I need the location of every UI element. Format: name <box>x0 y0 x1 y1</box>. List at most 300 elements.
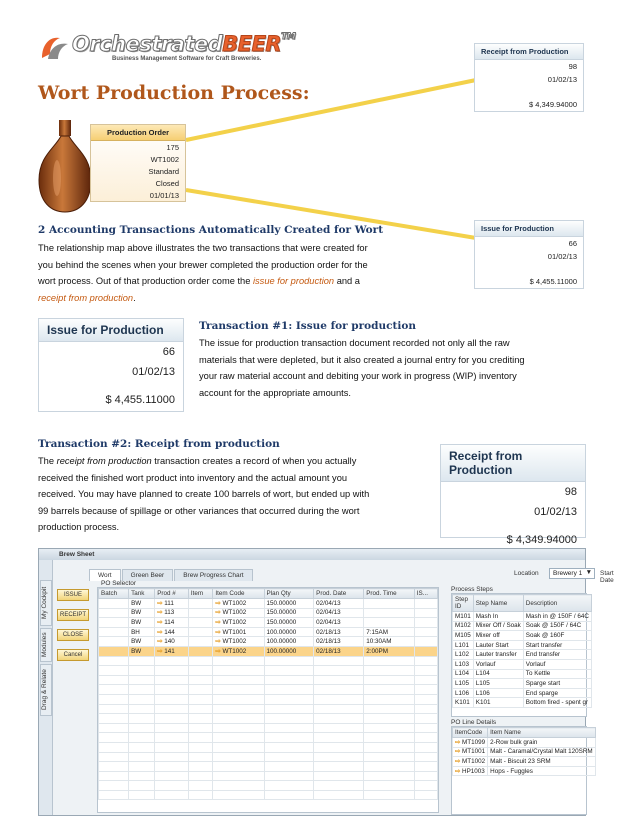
po-column-header[interactable]: Batch <box>99 589 129 599</box>
po-table-cell <box>264 733 314 743</box>
po-table-cell <box>364 714 415 724</box>
po-table-cell <box>314 762 364 772</box>
po-prod-number: 140 <box>164 638 175 646</box>
po-table-cell <box>364 752 415 762</box>
po-table-cell <box>129 675 155 685</box>
receipt-card-amount: $ 4,349.94000 <box>529 100 577 109</box>
po-table-cell <box>99 714 129 724</box>
po-table-row[interactable] <box>99 752 438 762</box>
po-table-cell <box>314 656 364 666</box>
process-step-row[interactable] <box>453 640 592 650</box>
po-table-row[interactable] <box>99 771 438 781</box>
po-table-cell <box>414 618 437 628</box>
po-table-cell: 150.00000 <box>264 608 314 618</box>
po-column-header[interactable]: Tank <box>129 589 155 599</box>
po-table-row[interactable] <box>99 714 438 724</box>
side-tab-my-cockpit[interactable]: My Cockpit <box>40 580 52 626</box>
po-table-row[interactable] <box>99 675 438 685</box>
po-table-cell <box>264 675 314 685</box>
po-line-details-grid <box>451 726 593 815</box>
po-table-cell <box>99 599 129 609</box>
po-table-cell <box>99 742 129 752</box>
po-table-cell <box>414 666 437 676</box>
po-table-cell <box>188 656 213 666</box>
issue-button[interactable]: ISSUE <box>57 589 89 601</box>
po-table-cell <box>188 646 213 656</box>
chevron-down-icon: ▼ <box>585 569 592 576</box>
po-table-cell <box>188 627 213 637</box>
po-table-cell <box>414 637 437 647</box>
process-step-cell: Lauter transfer <box>473 650 523 660</box>
po-table-cell <box>213 723 264 733</box>
po-line-column-header[interactable]: Item Name <box>488 728 596 738</box>
po-table-cell <box>99 723 129 733</box>
po-table-cell <box>264 714 314 724</box>
po-table-cell <box>129 714 155 724</box>
process-step-cell: Soak @ 160F <box>523 631 591 641</box>
po-table-cell <box>188 666 213 676</box>
production-order-number: 175 <box>166 142 179 152</box>
receipt-card-number: 98 <box>568 62 577 71</box>
process-step-cell: M105 <box>453 631 474 641</box>
po-table-cell: 100.00000 <box>264 627 314 637</box>
po-table-cell: 150.00000 <box>264 599 314 609</box>
po-column-header[interactable]: Item <box>188 589 213 599</box>
production-order-date: 01/01/13 <box>149 190 179 200</box>
process-step-cell: Vorlauf <box>523 659 591 669</box>
po-table-cell <box>264 762 314 772</box>
po-table-row[interactable] <box>99 666 438 676</box>
receipt-card-header: Receipt from Production <box>475 44 583 60</box>
po-line-details-table <box>452 727 596 776</box>
production-order-type: Standard <box>148 166 179 176</box>
po-table-cell <box>99 790 129 800</box>
po-table-cell: 02/18/13 <box>314 646 364 656</box>
brew-kettle-icon <box>35 118 95 218</box>
po-table-cell <box>364 608 415 618</box>
po-table-row[interactable] <box>99 781 438 791</box>
po-table-cell <box>155 781 189 791</box>
po-table-cell <box>99 666 129 676</box>
location-value: Brewery 1 <box>553 570 583 577</box>
issue-large-date: 01/02/13 <box>132 366 175 378</box>
production-order-status: Closed <box>155 178 179 188</box>
process-steps-label: Process Steps <box>451 586 493 593</box>
process-steps-grid <box>451 593 587 717</box>
production-order-header: Production Order <box>91 125 185 141</box>
receipt-from-production-large-card <box>440 444 586 546</box>
po-table-cell <box>213 704 264 714</box>
po-table-cell <box>264 752 314 762</box>
process-step-column-header[interactable]: Step Name <box>473 595 523 612</box>
po-table-cell <box>213 646 264 656</box>
process-step-cell: K101 <box>453 698 474 708</box>
po-table-cell <box>264 656 314 666</box>
po-table-cell <box>213 608 264 618</box>
po-selector-table <box>98 588 438 800</box>
po-column-header[interactable]: Prod. Time <box>364 589 415 599</box>
po-table-cell <box>155 762 189 772</box>
link-arrow-icon: ⇨ <box>455 757 463 765</box>
po-table-cell <box>414 752 437 762</box>
po-table-cell <box>213 637 264 647</box>
po-table-row[interactable] <box>99 790 438 800</box>
po-table-cell <box>264 704 314 714</box>
po-table-cell: 02/04/13 <box>314 618 364 628</box>
po-table-cell <box>213 599 264 609</box>
po-table-cell <box>99 752 129 762</box>
po-selector-grid <box>97 587 439 813</box>
issue-card-number: 66 <box>568 239 577 248</box>
po-table-cell <box>364 704 415 714</box>
po-table-cell <box>213 627 264 637</box>
po-table-cell: 100.00000 <box>264 646 314 656</box>
process-step-cell: L103 <box>453 659 474 669</box>
po-column-header[interactable]: Plan Qty <box>264 589 314 599</box>
po-column-header[interactable]: Item Code <box>213 589 264 599</box>
po-table-cell <box>414 781 437 791</box>
process-step-cell: M102 <box>453 621 474 631</box>
po-table-cell <box>188 771 213 781</box>
po-table-cell <box>314 733 364 743</box>
process-step-cell: Vorlauf <box>473 659 523 669</box>
process-step-row[interactable] <box>453 698 592 708</box>
po-table-cell: 02/18/13 <box>314 627 364 637</box>
po-table-cell <box>188 723 213 733</box>
po-line-row[interactable] <box>453 766 596 776</box>
process-step-cell: L104 <box>453 669 474 679</box>
link-arrow-icon: ⇨ <box>157 599 165 607</box>
po-table-row[interactable] <box>99 646 438 656</box>
po-table-row[interactable] <box>99 733 438 743</box>
po-table-cell: BW <box>129 608 155 618</box>
receipt-large-header: Receipt from Production <box>441 445 585 482</box>
issue-large-number: 66 <box>162 346 175 358</box>
process-step-cell: L105 <box>473 679 523 689</box>
process-steps-table <box>452 594 592 708</box>
po-table-cell <box>99 733 129 743</box>
po-table-cell <box>264 666 314 676</box>
process-step-row[interactable] <box>453 631 592 641</box>
receipt-from-production-card <box>474 43 584 112</box>
production-order-item: WT1002 <box>150 154 179 164</box>
po-table-row[interactable] <box>99 637 438 647</box>
process-step-cell: L101 <box>453 640 474 650</box>
po-table-cell <box>414 694 437 704</box>
po-table-cell <box>314 704 364 714</box>
po-table-cell <box>155 608 189 618</box>
po-line-row[interactable] <box>453 757 596 767</box>
process-step-row[interactable] <box>453 659 592 669</box>
process-step-row[interactable] <box>453 688 592 698</box>
po-table-cell <box>99 637 129 647</box>
po-table-cell <box>188 733 213 743</box>
po-table-cell <box>155 771 189 781</box>
side-tab-bar <box>39 560 53 815</box>
po-table-cell <box>364 599 415 609</box>
location-select[interactable] <box>549 568 595 579</box>
po-table-row[interactable] <box>99 599 438 609</box>
po-table-row[interactable] <box>99 704 438 714</box>
po-table-cell <box>213 762 264 772</box>
link-arrow-icon: ⇨ <box>157 618 165 626</box>
po-table-cell <box>155 656 189 666</box>
link-arrow-icon: ⇨ <box>455 738 463 746</box>
po-table-cell <box>264 781 314 791</box>
po-table-cell <box>414 656 437 666</box>
po-table-cell <box>264 685 314 695</box>
po-table-cell <box>155 704 189 714</box>
process-step-row[interactable] <box>453 621 592 631</box>
po-table-cell <box>314 771 364 781</box>
link-arrow-icon: ⇨ <box>157 638 165 646</box>
po-table-cell: 100.00000 <box>264 637 314 647</box>
po-line-details-label: PO Line Details <box>451 719 497 726</box>
po-table-cell <box>188 637 213 647</box>
po-table-cell: 150.00000 <box>264 618 314 628</box>
issue-for-production-link: issue for production <box>252 276 335 287</box>
po-table-cell <box>314 752 364 762</box>
po-table-cell <box>414 627 437 637</box>
po-table-cell <box>99 656 129 666</box>
po-table-cell <box>129 781 155 791</box>
po-table-cell <box>264 694 314 704</box>
process-step-cell: Start transfer <box>523 640 591 650</box>
po-table-cell <box>414 685 437 695</box>
po-table-cell <box>155 752 189 762</box>
po-table-cell <box>99 781 129 791</box>
po-table-cell <box>364 733 415 743</box>
logo-tagline: Business Management Software for Craft Breweries. <box>112 56 262 62</box>
po-table-row[interactable] <box>99 656 438 666</box>
po-table-cell <box>314 723 364 733</box>
po-table-cell <box>213 675 264 685</box>
po-table-cell: 02/18/13 <box>314 637 364 647</box>
po-table-cell <box>364 762 415 772</box>
po-table-cell <box>414 723 437 733</box>
transaction-1-heading: Transaction #1: Issue for production <box>199 320 417 332</box>
po-table-cell <box>414 608 437 618</box>
po-table-cell <box>155 742 189 752</box>
po-line-code-text: MT1001 <box>462 748 486 756</box>
link-arrow-icon: ⇨ <box>215 618 223 626</box>
po-item-code: WT1002 <box>222 618 247 626</box>
action-buttons <box>57 589 89 669</box>
po-table-cell <box>99 608 129 618</box>
po-table-cell <box>213 618 264 628</box>
receipt-card-date: 01/02/13 <box>547 75 577 84</box>
po-column-header[interactable]: Prod # <box>155 589 189 599</box>
po-table-row[interactable] <box>99 618 438 628</box>
po-table-cell <box>364 694 415 704</box>
side-tab-modules[interactable]: Modules <box>40 628 52 662</box>
po-table-row[interactable] <box>99 608 438 618</box>
po-line-item-name: Malt - Biscuit 23 SRM <box>488 757 596 767</box>
link-arrow-icon: ⇨ <box>215 609 223 617</box>
po-table-cell <box>129 771 155 781</box>
po-table-cell: 7:15AM <box>364 627 415 637</box>
po-table-cell <box>364 790 415 800</box>
transaction-2-heading: Transaction #2: Receipt from production <box>38 438 280 450</box>
start-date-label: Start Date <box>600 570 614 584</box>
tab-green-beer[interactable]: Green Beer <box>122 569 174 581</box>
po-table-cell <box>364 685 415 695</box>
po-table-cell <box>155 723 189 733</box>
po-table-cell <box>213 733 264 743</box>
po-line-item-name: Malt - Caramal/Crystal Malt 120SRM <box>488 747 596 757</box>
po-line-code-text: MT1099 <box>462 738 486 746</box>
po-table-cell <box>213 790 264 800</box>
po-prod-number: 114 <box>164 618 175 626</box>
link-arrow-icon: ⇨ <box>215 647 223 655</box>
po-table-cell <box>188 714 213 724</box>
process-step-cell: Mixer Off / Soak <box>473 621 523 631</box>
tab-wort[interactable]: Wort <box>89 569 121 581</box>
po-line-row[interactable] <box>453 747 596 757</box>
po-table-cell <box>129 656 155 666</box>
po-line-row[interactable] <box>453 738 596 748</box>
po-table-cell <box>129 752 155 762</box>
po-table-cell <box>414 599 437 609</box>
transaction-1-paragraph: The issue for production transaction document recorded not only all the raw materials that were depleted, but it also created a journal entry for you crediting your raw material account and debiting your work in progress (WIP) inventory account for the appropriate amounts. <box>199 338 525 398</box>
po-table-cell <box>129 762 155 772</box>
po-table-cell <box>188 608 213 618</box>
po-prod-number: 141 <box>164 647 175 655</box>
page-title: Wort Production Process: <box>38 82 310 104</box>
po-table-row[interactable] <box>99 742 438 752</box>
logo-wordmark: OrchestratedBEER™ <box>72 32 296 56</box>
po-table-cell: BW <box>129 599 155 609</box>
po-line-item-code <box>453 738 488 748</box>
po-table-cell <box>314 742 364 752</box>
po-table-row[interactable] <box>99 723 438 733</box>
link-arrow-icon: ⇨ <box>157 647 165 655</box>
po-line-item-code <box>453 747 488 757</box>
production-order-card <box>90 124 186 202</box>
po-table-cell <box>314 694 364 704</box>
po-table-cell <box>188 675 213 685</box>
link-arrow-icon: ⇨ <box>455 748 463 756</box>
po-table-cell <box>188 685 213 695</box>
po-line-item-name: Hops - Fuggles <box>488 766 596 776</box>
po-selector-label: PO Selector <box>101 580 137 587</box>
tab-brew-progress-chart[interactable]: Brew Progress Chart <box>174 569 252 581</box>
po-table-cell <box>188 742 213 752</box>
po-line-column-header[interactable]: ItemCode <box>453 728 488 738</box>
po-prod-number: 111 <box>164 599 174 607</box>
po-table-cell <box>155 685 189 695</box>
po-column-header[interactable]: IS... <box>414 589 437 599</box>
process-step-row[interactable] <box>453 650 592 660</box>
po-table-cell <box>188 781 213 791</box>
process-step-column-header[interactable]: Description <box>523 595 591 612</box>
po-table-cell <box>99 704 129 714</box>
po-column-header[interactable]: Prod. Date <box>314 589 364 599</box>
link-arrow-icon: ⇨ <box>157 609 165 617</box>
po-table-cell <box>188 599 213 609</box>
po-table-cell <box>155 646 189 656</box>
po-table-cell <box>314 666 364 676</box>
po-table-cell <box>314 685 364 695</box>
issue-large-amount: $ 4,455.11000 <box>105 394 175 406</box>
po-item-code: WT1002 <box>222 638 247 646</box>
po-table-cell <box>364 656 415 666</box>
brew-sheet-screenshot <box>38 548 614 816</box>
process-step-row[interactable] <box>453 669 592 679</box>
po-table-cell <box>129 742 155 752</box>
link-arrow-icon: ⇨ <box>215 599 223 607</box>
po-table-cell <box>414 762 437 772</box>
close-button[interactable]: CLOSE <box>57 629 89 641</box>
issue-large-header: Issue for Production <box>39 319 183 342</box>
po-table-cell <box>414 675 437 685</box>
po-table-cell <box>129 666 155 676</box>
po-table-cell: BW <box>129 646 155 656</box>
po-table-cell <box>364 771 415 781</box>
po-table-row[interactable] <box>99 762 438 772</box>
process-step-cell: Lauter Start <box>473 640 523 650</box>
process-step-cell: L105 <box>453 679 474 689</box>
po-table-row[interactable] <box>99 685 438 695</box>
po-table-row[interactable] <box>99 627 438 637</box>
po-table-cell <box>364 742 415 752</box>
process-step-cell: K101 <box>473 698 523 708</box>
receipt-button[interactable]: RECEIPT <box>57 609 89 621</box>
process-step-column-header[interactable]: Step ID <box>453 595 474 612</box>
po-table-row[interactable] <box>99 694 438 704</box>
po-line-item-code <box>453 766 488 776</box>
issue-card-header: Issue for Production <box>475 221 583 237</box>
process-step-cell: End transfer <box>523 650 591 660</box>
po-table-cell <box>364 675 415 685</box>
po-line-code-text: HP1003 <box>462 767 485 775</box>
po-table-cell <box>99 646 129 656</box>
po-table-cell <box>364 723 415 733</box>
po-table-cell <box>99 771 129 781</box>
process-step-cell: Mash In <box>473 612 523 622</box>
po-table-cell <box>188 752 213 762</box>
process-step-cell: L102 <box>453 650 474 660</box>
po-table-cell <box>414 704 437 714</box>
process-step-row[interactable] <box>453 612 592 622</box>
process-step-cell: Soak @ 150F / 64C <box>523 621 591 631</box>
po-table-cell <box>213 656 264 666</box>
process-step-cell: End sparge <box>523 688 591 698</box>
side-tab-drag-relate[interactable]: Drag & Relate <box>40 664 52 716</box>
issue-card-date: 01/02/13 <box>547 252 577 261</box>
link-arrow-icon: ⇨ <box>215 628 223 636</box>
po-prod-number: 144 <box>164 628 175 636</box>
po-table-cell <box>364 781 415 791</box>
process-step-cell: Mixer off <box>473 631 523 641</box>
process-step-cell: L106 <box>453 688 474 698</box>
po-table-cell <box>188 694 213 704</box>
po-table-cell <box>213 666 264 676</box>
po-table-cell <box>99 627 129 637</box>
process-step-cell: L106 <box>473 688 523 698</box>
po-table-cell <box>414 771 437 781</box>
po-table-cell <box>188 618 213 628</box>
po-table-cell <box>213 752 264 762</box>
po-table-cell <box>129 790 155 800</box>
process-step-row[interactable] <box>453 679 592 689</box>
brew-sheet-title: Brew Sheet <box>39 549 585 560</box>
po-table-cell <box>155 666 189 676</box>
po-table-cell: 10:30AM <box>364 637 415 647</box>
cancel-button[interactable]: Cancel <box>57 649 89 661</box>
po-table-cell <box>364 666 415 676</box>
po-table-cell <box>155 694 189 704</box>
